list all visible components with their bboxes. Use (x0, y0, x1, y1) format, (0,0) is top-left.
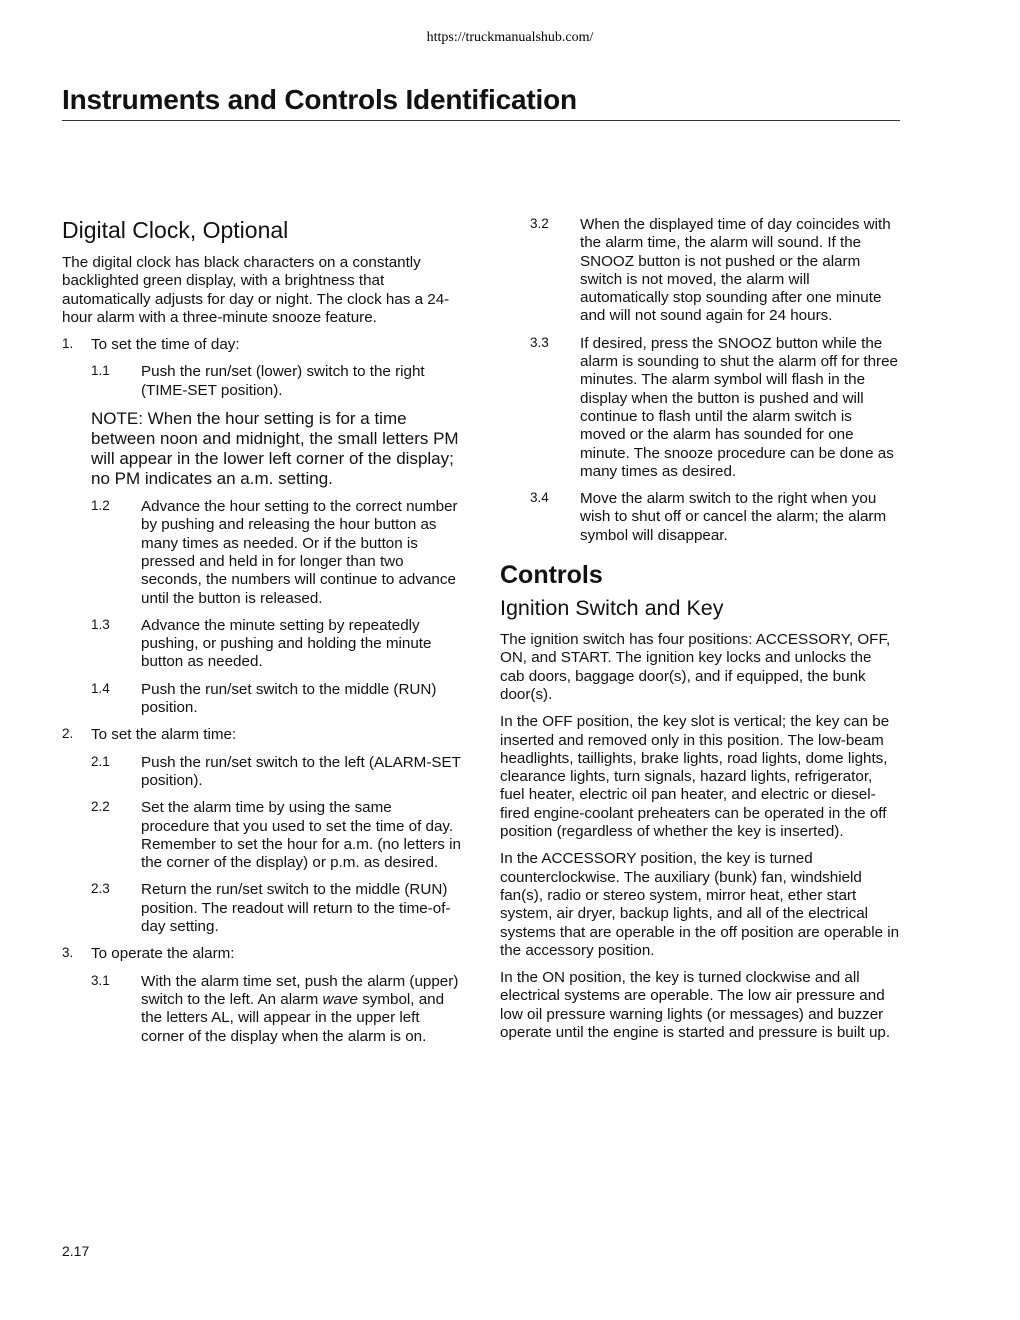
wave-emphasis: wave (322, 990, 358, 1008)
step-2-2 (62, 799, 462, 872)
left-column (62, 216, 462, 1055)
ignition-paragraph-accessory: In the ACCESSORY position, the key is turned counterclockwise. The auxiliary (bunk) fan, windshield fan(s), radio or stereo system, mirror heat, ether start system, air dryer, backup lights, and all of the electrical systems that are operable in the off position are operable in the accessory position. (500, 850, 900, 959)
step-3-2 (500, 216, 900, 326)
step-2-1 (62, 754, 462, 791)
step-number: 2. (62, 726, 74, 742)
page-number: 2.17 (62, 1243, 90, 1259)
section-heading-digital-clock: Digital Clock, Optional (62, 217, 289, 243)
page-title: Instruments and Controls Identification (62, 84, 577, 115)
step-number: 3.1 (91, 972, 110, 988)
step-1-4 (62, 681, 462, 718)
step-1-2 (62, 498, 462, 608)
step-number: 3. (62, 945, 74, 961)
step-1-1 (62, 363, 462, 400)
ignition-paragraph-on: In the ON position, the key is turned clockwise and all electrical systems are operable. The low air pressure and low oil pressure warning lights (or messages) and buzzer operate until the engine is started and pressure is built up. (500, 969, 891, 1041)
step-3-3 (500, 335, 900, 481)
subheading-ignition: Ignition Switch and Key (500, 596, 724, 621)
ignition-paragraph-off: In the OFF position, the key slot is vertical; the key can be inserted and removed only in this position. The low-beam headlights, taillights, brake lights, road lights, dome lights, clearance lights, turn signals, hazard lights, refrigerator, fuel heater, electric oil pan heater, and electric or diesel-fired engine-coolant preheaters can be operated in the off position (regardless of whether the key is inserted). (500, 713, 890, 841)
step-text: Set the alarm time by using the same procedure that you used to set the time of day. Remember to set the hour for a.m. (no letters in the corner of the display) or p.m. as desired. (141, 799, 461, 872)
step-text: Push the run/set (lower) switch to the right (TIME-SET position). (141, 363, 425, 399)
step-text: When the displayed time of day coincides with the alarm time, the alarm will sound. If the SNOOZ button is not pushed or the alarm switch is not moved, the alarm will automatically stop sounding after one minute and will not sound again for 24 hours. (580, 216, 891, 325)
step-1 (62, 336, 462, 354)
step-text: Push the run/set switch to the left (ALARM-SET position). (141, 753, 461, 789)
step-3-4 (500, 490, 900, 545)
step-number: 1. (62, 336, 74, 352)
step-3 (62, 945, 462, 963)
pm-note: NOTE: When the hour setting is for a time between noon and midnight, the small letters PM will appear in the lower left corner of the display; no PM indicates an a.m. setting. (91, 409, 459, 489)
step-text: Move the alarm switch to the right when you wish to shut off or cancel the alarm; the alarm symbol will disappear. (580, 490, 887, 544)
step-text (141, 973, 458, 1045)
step-number: 1.1 (91, 363, 110, 379)
step-number: 2.1 (91, 753, 110, 769)
step-number: 2.2 (91, 799, 110, 815)
step-text: To set the alarm time: (91, 726, 237, 744)
right-column (500, 216, 900, 1051)
step-text: To set the time of day: (91, 336, 240, 354)
step-text: Advance the minute setting by repeatedly pushing, or pushing and holding the minute button as needed. (141, 616, 432, 671)
source-url[interactable]: https://truckmanualshub.com/ (426, 30, 594, 45)
step-text: Return the run/set switch to the middle (RUN) position. The readout will return to the time-of-day setting. (141, 881, 451, 936)
step-text-part: With the alarm time set, push the alarm (upper) switch to the left. An alarm (141, 972, 459, 1008)
step-1-3 (62, 617, 462, 672)
step-number: 3.2 (530, 216, 549, 231)
step-number: 3.3 (530, 334, 549, 350)
step-text: If desired, press the SNOOZ button while the alarm is sounding to shut the alarm off for three minutes. The alarm symbol will flash in the display when the button is pushed and will continue to flash until the alarm switch is moved or the alarm has sounded for one minute. The snooze procedure can be done as many times as desired. (580, 334, 898, 480)
step-number: 3.4 (530, 490, 549, 506)
digital-clock-intro: The digital clock has black characters on a constantly backlighted green display, with a brightness that automatically adjusts for day or night. The clock has a 24-hour alarm with a three-minute snooze feature. (62, 254, 450, 326)
ignition-paragraph-1: The ignition switch has four positions: ACCESSORY, OFF, ON, and START. The ignition key locks and unlocks the cab doors, baggage door(s), and if equipped, the bunk door(s). (500, 631, 891, 703)
step-text-part: symbol, and the letters AL, will appear in the upper left corner of the display when the alarm is on. (141, 990, 445, 1045)
section-heading-controls: Controls (500, 561, 603, 590)
step-2-3 (62, 881, 462, 936)
step-2 (62, 726, 462, 744)
step-text: Advance the hour setting to the correct number by pushing and releasing the hour button as many times as needed. Or if the button is pressed and held in for longer than two seconds, the numbers will continue to advance until the button is released. (141, 498, 458, 607)
step-text: To operate the alarm: (91, 945, 235, 963)
step-number: 1.3 (91, 616, 110, 632)
step-text: Push the run/set switch to the middle (RUN) position. (141, 680, 437, 717)
title-rule (62, 120, 900, 121)
step-3-1 (62, 973, 462, 1046)
step-number: 1.2 (91, 498, 110, 514)
step-number: 1.4 (91, 680, 110, 696)
step-number: 2.3 (91, 881, 110, 897)
